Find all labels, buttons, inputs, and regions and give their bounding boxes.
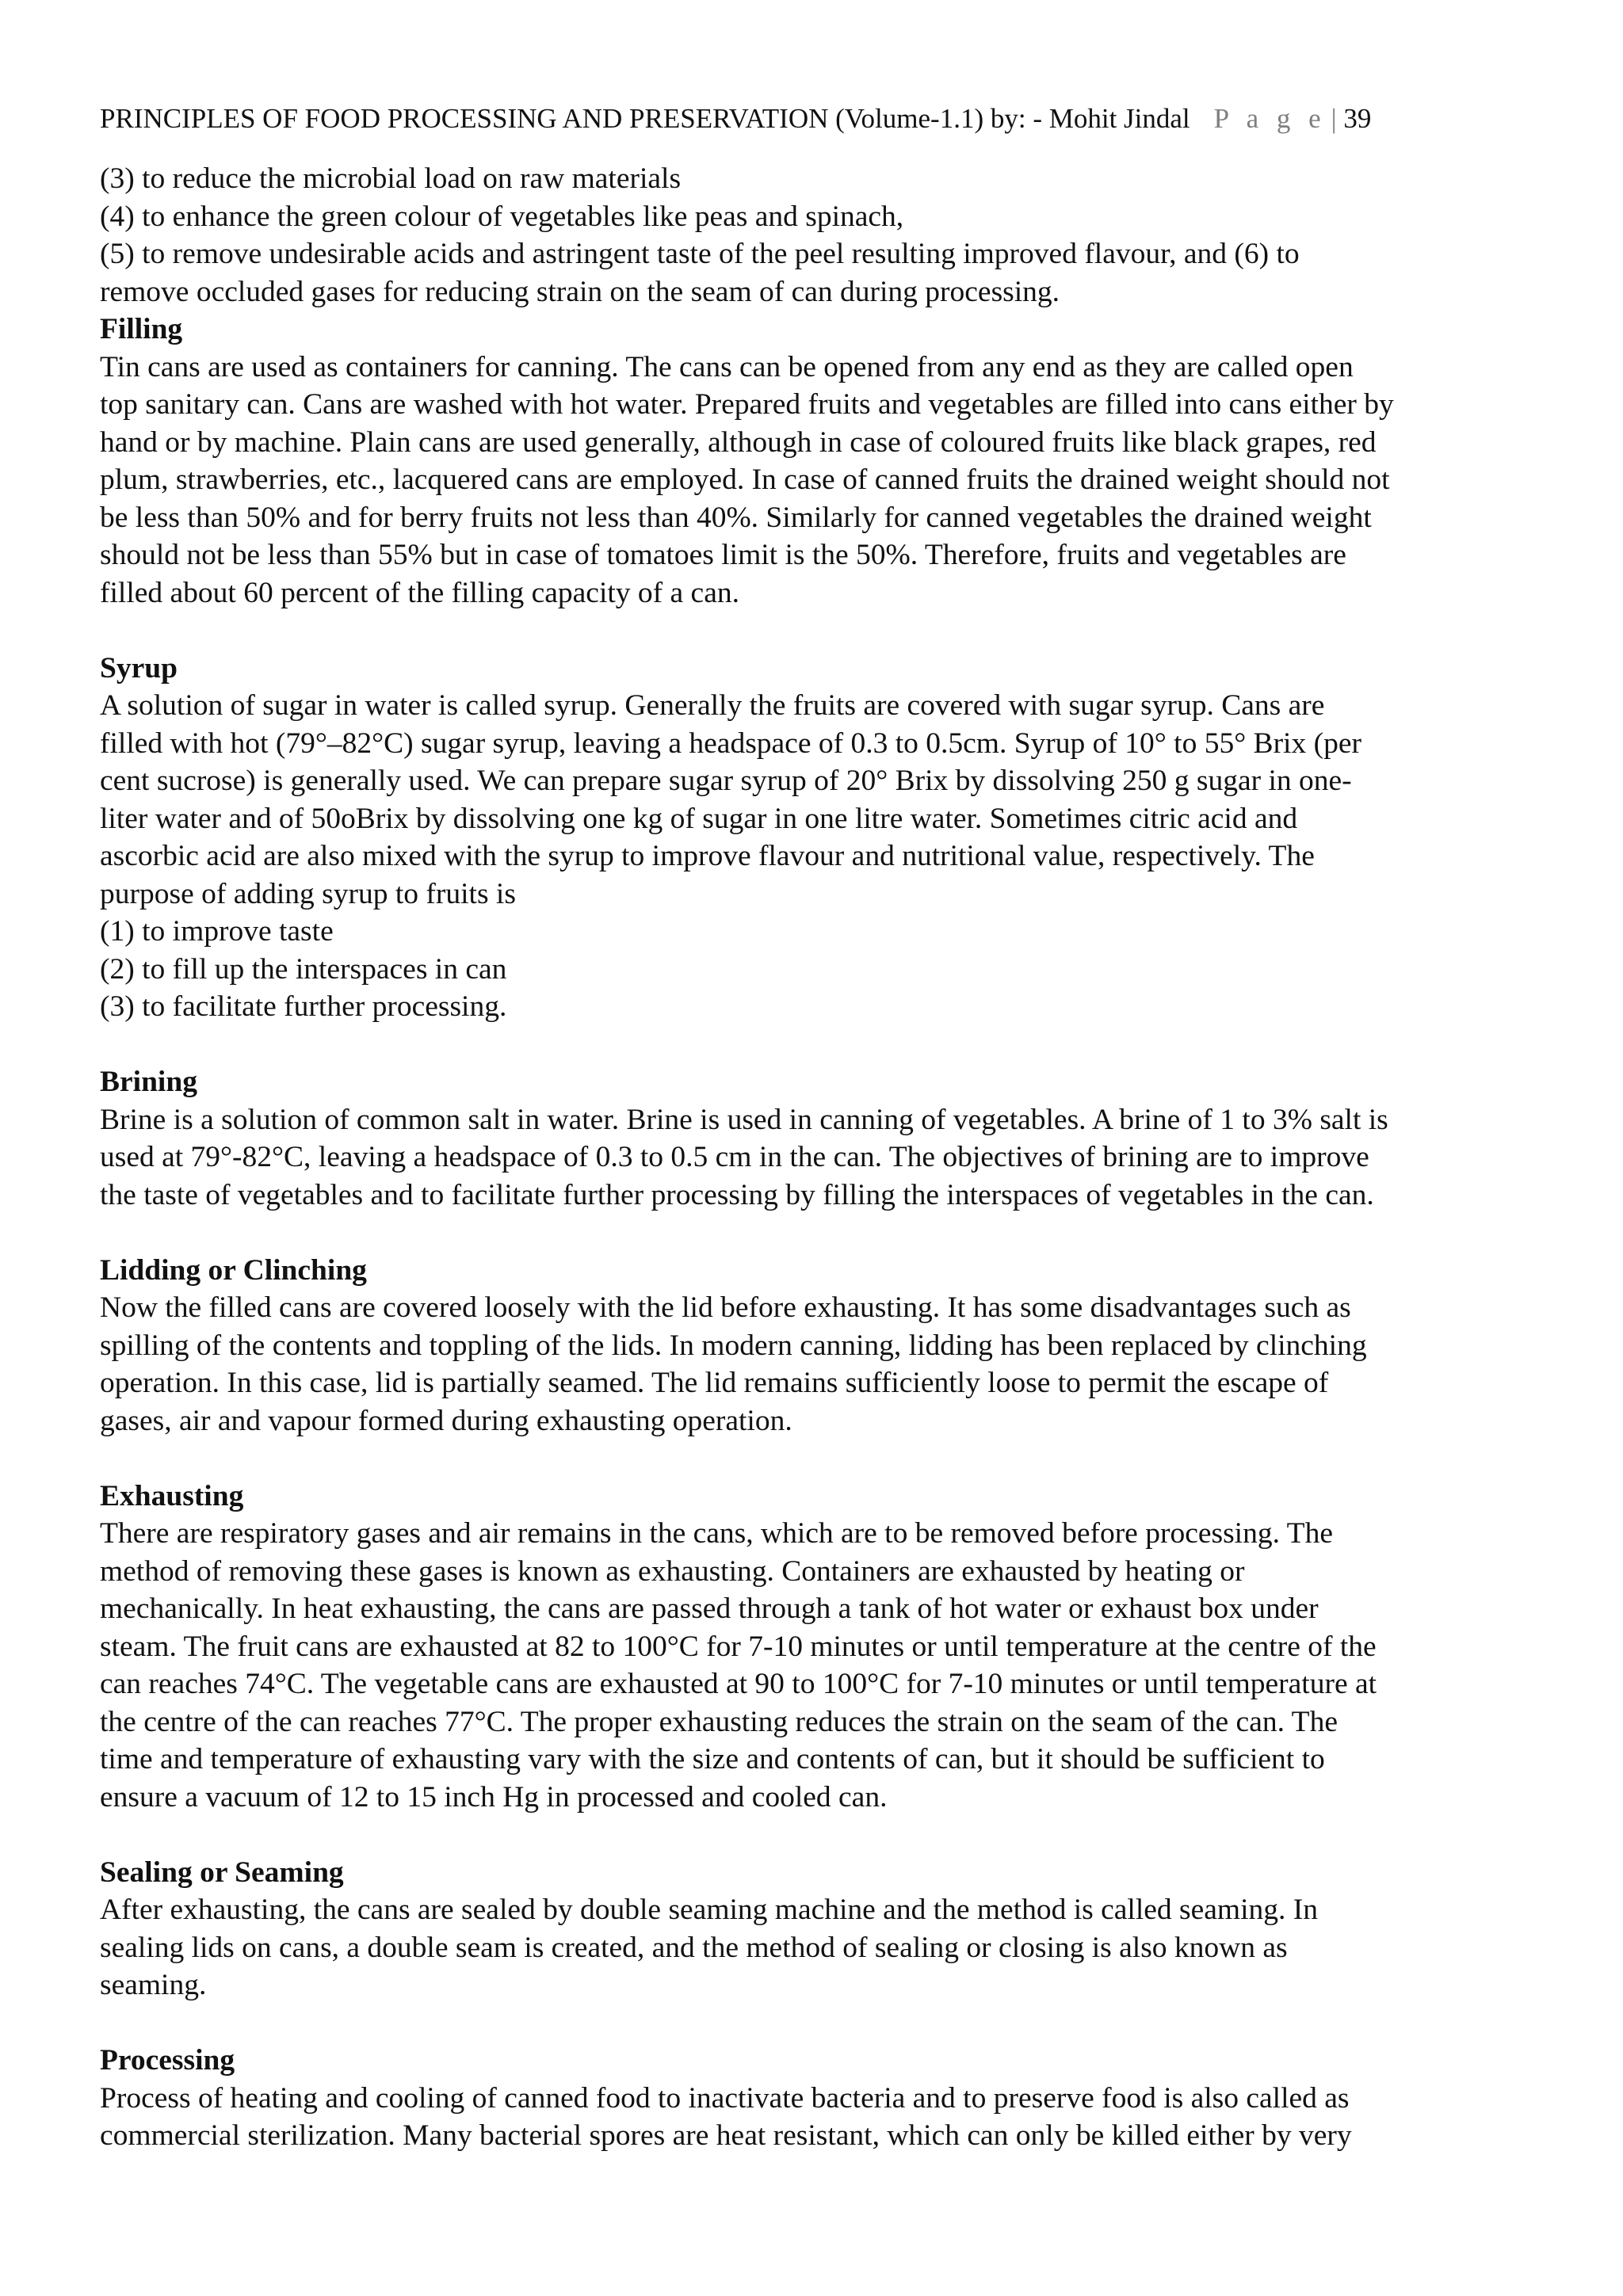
text-line: After exhausting, the cans are sealed by double seaming machine and the method is called seaming. In	[100, 1894, 1318, 1926]
document-body	[100, 160, 1542, 2155]
text-line: be less than 50% and for berry fruits not less than 40%. Similarly for canned vegetables the drained weight	[100, 501, 1372, 534]
paragraph-gap	[100, 612, 1542, 650]
text-line: (3) to reduce the microbial load on raw materials	[100, 162, 682, 195]
paragraph-gap	[100, 1440, 1542, 1478]
text-line: ascorbic acid are also mixed with the syrup to improve flavour and nutritional value, respectively. The	[100, 840, 1315, 872]
text-line: purpose of adding syrup to fruits is	[100, 877, 516, 910]
text-line: (1) to improve taste	[100, 915, 334, 948]
text-line: should not be less than 55% but in case of tomatoes limit is the 50%. Therefore, fruits and vegetables are	[100, 539, 1346, 571]
header-page-label: P a g e	[1213, 103, 1327, 134]
text-line: mechanically. In heat exhausting, the cans are passed through a tank of hot water or exhaust box under	[100, 1592, 1319, 1625]
paragraph	[100, 2080, 1542, 2155]
text-line: Brine is a solution of common salt in water. Brine is used in canning of vegetables. A brine of 1 to 3% salt is	[100, 1103, 1388, 1136]
text-line: top sanitary can. Cans are washed with hot water. Prepared fruits and vegetables are filled into cans either by	[100, 388, 1394, 421]
paragraph	[100, 1289, 1542, 1440]
text-line: used at 79°-82°C, leaving a headspace of 0.3 to 0.5 cm in the can. The objectives of brining are to improve	[100, 1141, 1369, 1173]
section-heading: Exhausting	[100, 1479, 244, 1512]
section-heading: Lidding or Clinching	[100, 1253, 367, 1287]
text-line: operation. In this case, lid is partially seamed. The lid remains sufficiently loose to permit the escape of	[100, 1367, 1329, 1399]
text-line: (5) to remove undesirable acids and astringent taste of the peel resulting improved flavour, and (6) to	[100, 238, 1300, 270]
paragraph-gap	[100, 1026, 1542, 1064]
section-heading: Brining	[100, 1066, 197, 1098]
section-heading: Syrup	[100, 651, 178, 685]
text-line: A solution of sugar in water is called syrup. Generally the fruits are covered with sugar syrup. Cans are	[100, 689, 1325, 722]
text-line: the taste of vegetables and to facilitate further processing by filling the interspaces of vegetables in the can.	[100, 1178, 1374, 1211]
paragraph	[100, 1891, 1542, 2004]
text-line: plum, strawberries, etc., lacquered cans are employed. In case of canned fruits the drained weight should not	[100, 463, 1390, 496]
text-line: spilling of the contents and toppling of the lids. In modern canning, lidding has been replaced by clinching	[100, 1329, 1367, 1362]
header-page-separator: |	[1331, 103, 1337, 134]
text-line: steam. The fruit cans are exhausted at 82 to 100°C for 7-10 minutes or until temperature at the centre of the	[100, 1630, 1377, 1663]
text-line: filled with hot (79°–82°C) sugar syrup, leaving a headspace of 0.3 to 0.5cm. Syrup of 10° to 55° Brix (per	[100, 727, 1361, 760]
running-header	[100, 93, 1542, 144]
text-line: (4) to enhance the green colour of vegetables like peas and spinach,	[100, 200, 904, 233]
text-line: filled about 60 percent of the filling capacity of a can.	[100, 576, 739, 609]
text-line: cent sucrose) is generally used. We can prepare sugar syrup of 20° Brix by dissolving 250 g sugar in one-	[100, 765, 1352, 797]
text-line: (3) to facilitate further processing.	[100, 990, 507, 1023]
text-line: hand or by machine. Plain cans are used generally, although in case of coloured fruits like black grapes, red	[100, 425, 1377, 459]
paragraph	[100, 349, 1542, 612]
text-line: liter water and of 50oBrix by dissolving one kg of sugar in one litre water. Sometimes citric acid and	[100, 802, 1298, 835]
paragraph	[100, 160, 1542, 311]
text-line: can reaches 74°C. The vegetable cans are exhausted at 90 to 100°C for 7-10 minutes or until temperature at	[100, 1668, 1377, 1700]
text-line: sealing lids on cans, a double seam is created, and the method of sealing or closing is also known as	[100, 1931, 1288, 1964]
section-heading: Filling	[100, 313, 183, 345]
header-title: PRINCIPLES OF FOOD PROCESSING AND PRESERVATION (Volume-1.1) by: - Mohit Jindal	[100, 103, 1190, 134]
text-line: method of removing these gases is known as exhausting. Containers are exhausted by heating or	[100, 1554, 1245, 1588]
text-line: Process of heating and cooling of canned food to inactivate bacteria and to preserve food is also called as	[100, 2081, 1350, 2115]
paragraph-gap	[100, 1214, 1542, 1252]
text-line: seaming.	[100, 1969, 207, 2001]
text-line: gases, air and vapour formed during exhausting operation.	[100, 1404, 792, 1437]
document-page	[100, 93, 1542, 2155]
header-page-number: 39	[1343, 103, 1372, 134]
section-heading: Sealing or Seaming	[100, 1855, 344, 1889]
text-line: the centre of the can reaches 77°C. The proper exhausting reduces the strain on the seam of the can. The	[100, 1705, 1338, 1738]
text-line: Tin cans are used as containers for canning. The cans can be opened from any end as they are called open	[100, 350, 1354, 383]
text-line: (2) to fill up the interspaces in can	[100, 952, 507, 986]
text-line: Now the filled cans are covered loosely with the lid before exhausting. It has some disadvantages such as	[100, 1291, 1351, 1324]
paragraph	[100, 1101, 1542, 1215]
paragraph-gap	[100, 1816, 1542, 1854]
paragraph	[100, 687, 1542, 1026]
text-line: ensure a vacuum of 12 to 15 inch Hg in processed and cooled can.	[100, 1780, 888, 1814]
text-line: There are respiratory gases and air remains in the cans, which are to be removed before processing. The	[100, 1517, 1333, 1550]
section-heading: Processing	[100, 2044, 235, 2077]
text-line: remove occluded gases for reducing strain on the seam of can during processing.	[100, 275, 1060, 308]
text-line: commercial sterilization. Many bacterial spores are heat resistant, which can only be killed either by very	[100, 2119, 1352, 2152]
paragraph-gap	[100, 2004, 1542, 2042]
text-line: time and temperature of exhausting vary with the size and contents of can, but it should be sufficient to	[100, 1743, 1325, 1775]
paragraph	[100, 1515, 1542, 1816]
